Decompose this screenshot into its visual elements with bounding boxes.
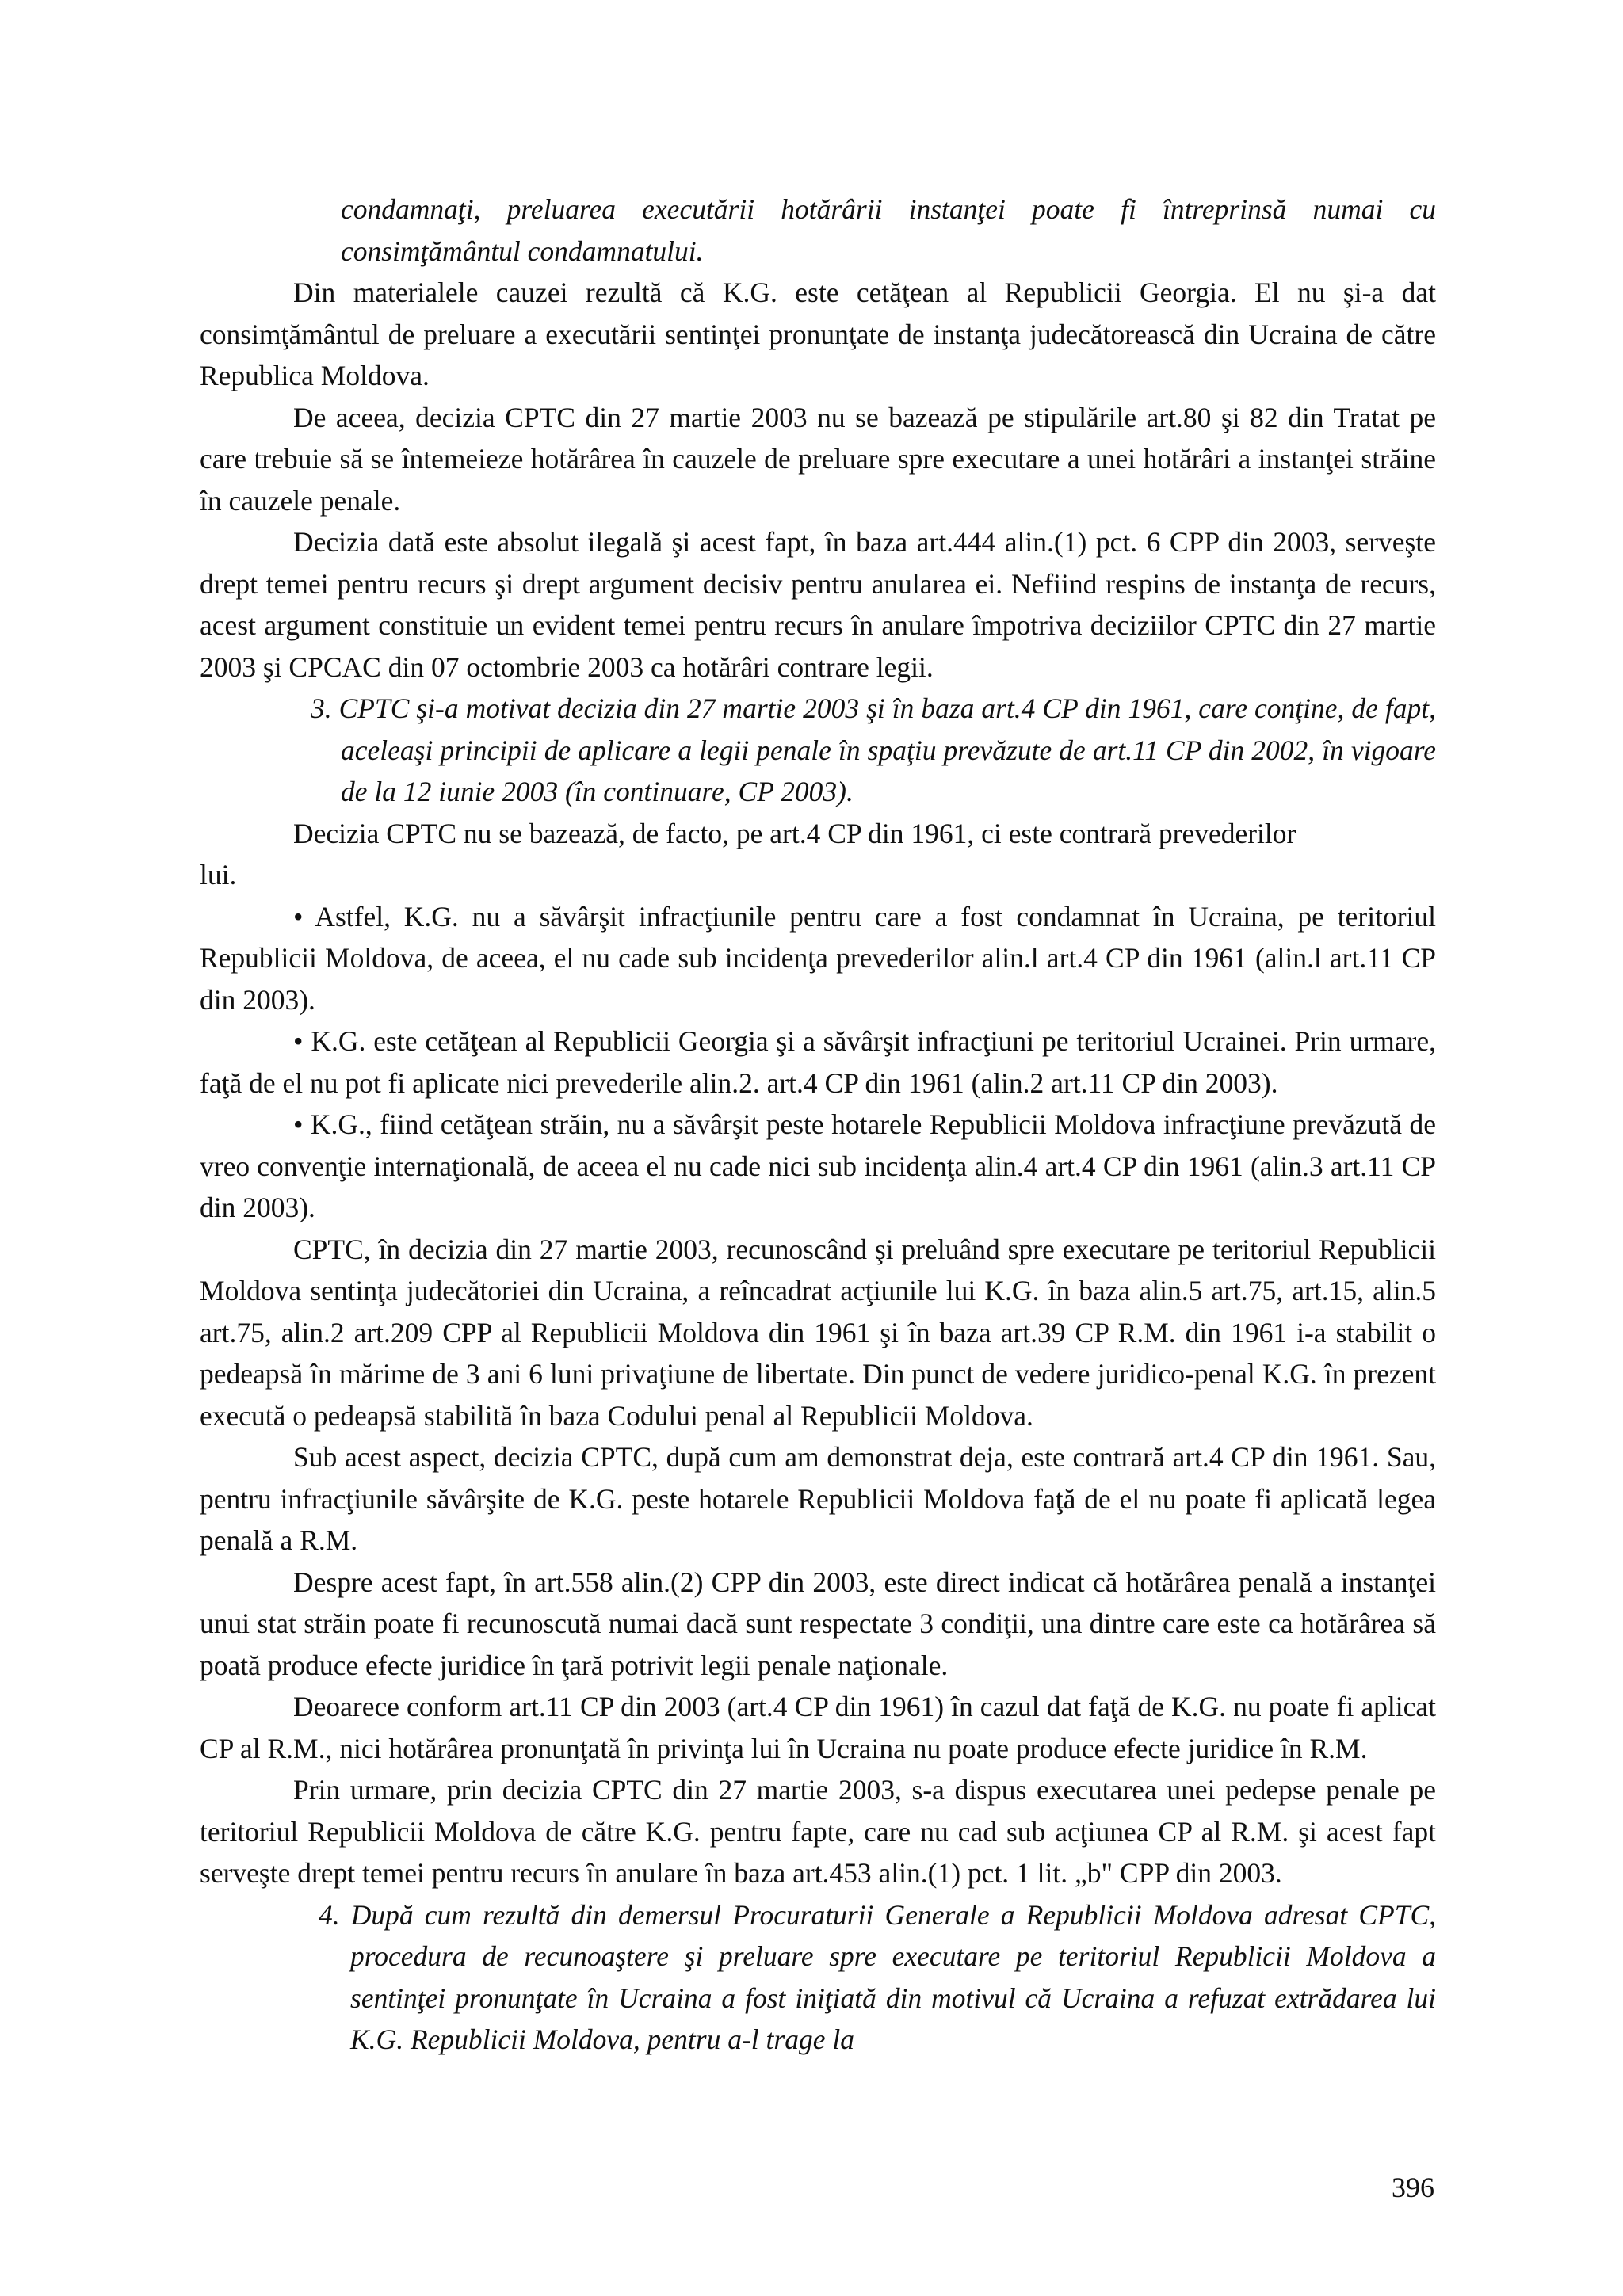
paragraph: CPTC, în decizia din 27 martie 2003, recunoscând şi preluând spre executare pe teritoriul Republicii Moldova sentinţa judecătoriei din Ucraina, a reîncadrat acţiunile lui K.G. în baza alin.5 art.75, art.15, alin.5 art.75, alin.2 art.209 CPP al Republicii Moldova din 1961 şi în baza art.39 CP R.M. din 1961 i-a stabilit o pedeapsă în mărime de 3 ani 6 luni privaţiune de libertate. Din punct de vedere juridico-penal K.G. în prezent execută o pedeapsă stabilită în baza Codului penal al Republicii Moldova. — [200, 1233, 1436, 1432]
paragraph: Sub acest aspect, decizia CPTC, după cum am demonstrat deja, este contrară art.4 CP din 1961. Sau, pentru infracţiunile săvârşite de K.G. peste hotarele Republicii Moldova faţă de el nu poate fi aplicată legea penală a R.M. — [200, 1441, 1436, 1556]
paragraph: De aceea, decizia CPTC din 27 martie 2003 nu se bazează pe stipulările art.80 şi 82 din Tratat pe care trebuie să se întemeieze hotărârea în cauzele de preluare spre executare a unei hotărâri a instanţei străine în cauzele penale. — [200, 401, 1436, 517]
paragraph: Prin urmare, prin decizia CPTC din 27 martie 2003, s-a dispus executarea unei pedepse penale pe teritoriul Republicii Moldova de către K.G. pentru fapte, care nu cad sub acţiunea CP al R.M. şi acest fapt serveşte drept temei pentru recurs în anulare în baza art.453 alin.(1) pct. 1 lit. „b" CPP din 2003. — [200, 1774, 1436, 1889]
page-body — [200, 189, 1436, 2061]
numbered-heading-3: 3. CPTC şi-a motivat decizia din 27 martie 2003 şi în baza art.4 CP din 1961, care conţine, de fapt, aceleaşi principii de aplicare a legii penale în spaţiu prevăzute de art.11 CP din 2002, în vigoare de la 12 iunie 2003 (în continuare, CP 2003). — [311, 692, 1436, 807]
bullet-paragraph: • K.G. este cetăţean al Republicii Georgia şi a săvârşit infracţiuni pe teritoriul Ucrainei. Prin urmare, faţă de el nu pot fi aplicate nici prevederile alin.2. art.4 CP din 1961 (alin.2 art.11 CP din 2003). — [200, 1025, 1436, 1099]
bullet-paragraph: • K.G., fiind cetăţean străin, nu a săvârşit peste hotarele Republicii Moldova infracţiune prevăzută de vreo convenţie internaţională, de aceea el nu cade nici sub incidenţa alin.4 art.4 CP din 1961 (alin.3 art.11 CP din 2003). — [200, 1108, 1436, 1223]
paragraph: Deoarece conform art.11 CP din 2003 (art.4 CP din 1961) în cazul dat faţă de K.G. nu poate fi aplicat CP al R.M., nici hotărârea pronunţată în privinţa lui în Ucraina nu poate produce efecte juridice în R.M. — [200, 1691, 1436, 1764]
numbered-heading-4: 4. După cum rezultă din demersul Procuraturii Generale a Republicii Moldova adresat CPTC, procedura de recunoaştere şi preluare spre executare pe teritoriul Republicii Moldova a sentinţei pronunţate în Ucraina a fost iniţiată din motivul că Ucraina a refuzat extrădarea lui K.G. Republicii Moldova, pentru a-l trage la — [319, 1898, 1436, 2055]
paragraph: Decizia dată este absolut ilegală şi acest fapt, în baza art.444 alin.(1) pct. 6 CPP din 2003, serveşte drept temei pentru recurs şi drept argument decisiv pentru anularea ei. Nefiind respins de instanţa de recurs, acest argument constituie un evident temei pentru recurs în anulare împotriva deciziilor CPTC din 27 martie 2003 şi CPCAC din 07 octombrie 2003 ca hotărâri contrare legii. — [200, 526, 1436, 683]
paragraph: Despre acest fapt, în art.558 alin.(2) CPP din 2003, este direct indicat că hotărârea penală a instanţei unui stat străin poate fi recunoscută numai dacă sunt respectate 3 condiţii, una dintre care este ca hotărârea să poată produce efecte juridice în ţară potrivit legii penale naţionale. — [200, 1566, 1436, 1681]
page-number: 396 — [1392, 2172, 1434, 2203]
paragraph-quote-end: condamnaţi, preluarea executării hotărârii instanţei poate fi întreprinsă numai cu consimţământul condamnatului. — [341, 193, 1436, 267]
paragraph-continuation: lui. — [200, 859, 237, 891]
paragraph: Decizia CPTC nu se bazează, de facto, pe art.4 CP din 1961, ci este contrară prevederilor — [293, 817, 1296, 849]
paragraph: Din materialele cauzei rezultă că K.G. este cetăţean al Republicii Georgia. El nu şi-a dat consimţământul de preluare a executării sentinţei pronunţate de instanţa judecătorească din Ucraina de către Republica Moldova. — [200, 277, 1436, 391]
bullet-paragraph: • Astfel, K.G. nu a săvârşit infracţiunile pentru care a fost condamnat în Ucraina, pe teritoriul Republicii Moldova, de aceea, el nu cade sub incidenţa prevederilor alin.l art.4 CP din 1961 (alin.l art.11 CP din 2003). — [200, 900, 1436, 1016]
